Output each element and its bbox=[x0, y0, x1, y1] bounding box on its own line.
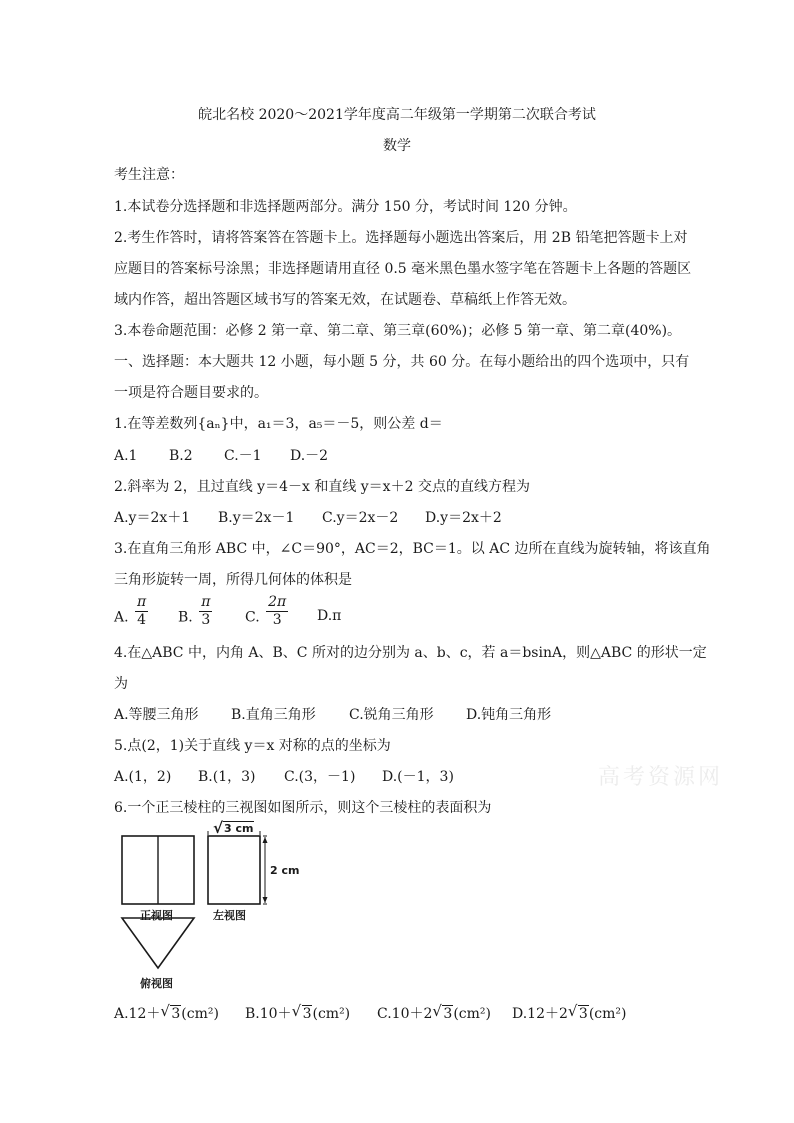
q3-option-b-fraction bbox=[199, 594, 212, 629]
watermark: 高考资源网 bbox=[598, 765, 724, 790]
q6-option-c bbox=[377, 1004, 491, 1024]
q3-c-denominator: 3 bbox=[272, 612, 282, 628]
q2-option-a: A.y＝2x＋1 bbox=[114, 510, 191, 526]
q4-option-d: D.钝角三角形 bbox=[466, 707, 552, 723]
q6-d-unit: (cm²) bbox=[588, 1006, 627, 1022]
question-1-stem: 1.在等差数列{aₙ}中，a₁＝3，a₅＝－5，则公差 d＝ bbox=[114, 416, 443, 432]
q4-option-a: A.等腰三角形 bbox=[114, 707, 199, 723]
q3-a-denominator: 4 bbox=[137, 612, 147, 628]
q6-b-unit: (cm²) bbox=[312, 1006, 351, 1022]
q6-c-prefix: C.10＋2 bbox=[377, 1006, 433, 1022]
question-6-stem: 6.一个正三棱柱的三视图如图所示，则这个三棱柱的表面积为 bbox=[114, 800, 492, 816]
top-view-label: 俯视图 bbox=[140, 977, 173, 990]
width-sqrt: √ 3 cm bbox=[213, 819, 254, 837]
side-view-label: 左视图 bbox=[213, 909, 246, 922]
q1-option-b: B.2 bbox=[169, 448, 193, 464]
q3-option-d: D.π bbox=[317, 608, 342, 624]
notice-item-2-line-1: 2.考生作答时，请将答案答在答题卡上。选择题每小题选出答案后，用 2B 铅笔把答题卡上对 bbox=[114, 230, 688, 246]
q6-c-unit: (cm²) bbox=[453, 1006, 491, 1022]
q6-a-sqrt: √ 3 bbox=[160, 1002, 181, 1022]
q5-option-d: D.(－1，3) bbox=[382, 769, 454, 785]
notice-heading: 考生注意： bbox=[114, 167, 184, 183]
question-3-stem-line-2: 三角形旋转一周，所得几何体的体积是 bbox=[114, 572, 352, 588]
q3-option-c-prefix: C. bbox=[245, 609, 260, 626]
q6-b-sqrt: √ 3 bbox=[291, 1002, 312, 1022]
top-view-shape bbox=[122, 918, 194, 968]
q6-d-prefix: D.12＋2 bbox=[512, 1006, 568, 1022]
section-heading-line-2: 一项是符合题目要求的。 bbox=[114, 385, 268, 401]
q3-c-numerator: 2π bbox=[268, 594, 287, 610]
width-dimension-label bbox=[213, 819, 254, 837]
q2-option-c: C.y＝2x－2 bbox=[322, 510, 399, 526]
section-heading-line-1: 一、选择题：本大题共 12 小题，每小题 5 分，共 60 分。在每小题给出的四个选项中，只有 bbox=[114, 354, 690, 370]
q1-option-c: C.－1 bbox=[224, 448, 262, 464]
question-2-stem: 2.斜率为 2，且过直线 y＝4－x 和直线 y＝x＋2 交点的直线方程为 bbox=[114, 479, 530, 495]
q1-option-a: A.1 bbox=[114, 448, 138, 464]
q6-d-sqrt: √ 3 bbox=[567, 1002, 588, 1022]
q6-option-a bbox=[114, 1004, 219, 1024]
question-4-stem-line-2: 为 bbox=[114, 676, 128, 692]
q4-option-b: B.直角三角形 bbox=[231, 707, 316, 723]
q5-option-a: A.(1，2) bbox=[114, 769, 172, 785]
q3-option-c-fraction bbox=[266, 594, 288, 629]
q3-option-a bbox=[114, 594, 150, 629]
notice-item-2-line-2: 应题目的答案标号涂黑；非选择题请用直径 0.5 毫米黑色墨水签字笔在答题卡上各题的答题区 bbox=[114, 261, 692, 277]
q5-option-b: B.(1，3) bbox=[198, 769, 256, 785]
q1-option-d: D.－2 bbox=[290, 448, 329, 464]
notice-item-1: 1.本试卷分选择题和非选择题两部分。满分 150 分，考试时间 120 分钟。 bbox=[114, 199, 577, 215]
q3-option-b-prefix: B. bbox=[178, 609, 193, 626]
q4-option-c: C.锐角三角形 bbox=[349, 707, 434, 723]
question-5-stem: 5.点(2，1)关于直线 y＝x 对称的点的坐标为 bbox=[114, 738, 391, 754]
q5-option-c: C.(3，－1) bbox=[284, 769, 356, 785]
question-3-stem-line-1: 3.在直角三角形 ABC 中，∠C＝90°，AC＝2，BC＝1。以 AC 边所在直线为旋转轴，将该直角 bbox=[114, 541, 711, 557]
side-view-shape bbox=[208, 836, 260, 904]
q6-option-b bbox=[245, 1004, 350, 1024]
q2-option-d: D.y＝2x＋2 bbox=[425, 510, 502, 526]
notice-item-2-line-3: 域内作答，超出答题区域书写的答案无效，在试题卷、草稿纸上作答无效。 bbox=[114, 292, 576, 308]
q3-option-a-prefix: A. bbox=[114, 609, 129, 626]
q6-b-prefix: B.10＋ bbox=[245, 1006, 292, 1022]
question-4-stem-line-1: 4.在△ABC 中，内角 A、B、C 所对的边分别为 a、b、c，若 a＝bsinA，则△ABC 的形状一定 bbox=[114, 645, 707, 661]
q3-a-numerator: π bbox=[137, 594, 147, 610]
front-view-label: 正视图 bbox=[140, 909, 173, 922]
q6-c-sqrt: √ 3 bbox=[432, 1002, 453, 1022]
q6-a-unit: (cm²) bbox=[181, 1006, 219, 1022]
q3-b-denominator: 3 bbox=[201, 612, 211, 628]
q3-option-b bbox=[178, 594, 214, 629]
q3-option-a-fraction bbox=[135, 594, 148, 629]
q2-option-b: B.y＝2x－1 bbox=[218, 510, 295, 526]
q6-a-prefix: A.12＋ bbox=[114, 1006, 161, 1022]
height-dimension-label: 2 cm bbox=[270, 864, 300, 877]
exam-title: 皖北名校 2020～2021学年度高二年级第一学期第二次联合考试 bbox=[198, 107, 596, 123]
exam-subject: 数学 bbox=[383, 138, 411, 154]
notice-item-3: 3.本卷命题范围：必修 2 第一章、第二章、第三章(60%)；必修 5 第一章、第二章(40%)。 bbox=[114, 323, 682, 339]
q3-b-numerator: π bbox=[201, 594, 211, 610]
q6-option-d bbox=[512, 1004, 626, 1024]
three-view-figure bbox=[110, 819, 310, 998]
